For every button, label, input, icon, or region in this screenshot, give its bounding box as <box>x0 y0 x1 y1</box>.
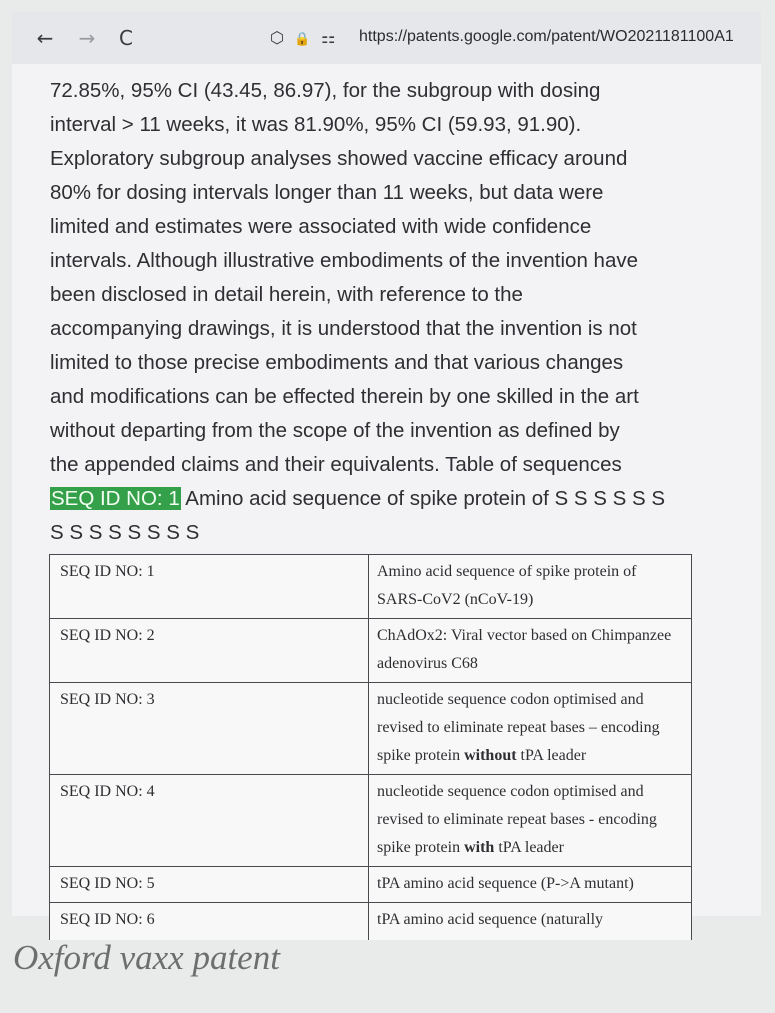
text-line: S S S S S S S S <box>50 521 200 544</box>
seq-desc-cell: Amino acid sequence of spike protein of SARS-CoV2 (nCoV-19) <box>369 555 692 619</box>
table-row <box>50 619 692 683</box>
shield-icon[interactable]: ⬡ <box>270 28 284 47</box>
table-row <box>50 683 692 775</box>
image-caption: Oxford vaxx patent <box>13 938 280 977</box>
lock-icon[interactable]: 🔒 <box>294 32 311 47</box>
seq-id-cell: SEQ ID NO: 3 <box>50 683 369 775</box>
text-line: intervals. Although illustrative embodiments of the invention have <box>50 249 639 272</box>
table-row <box>50 903 692 941</box>
text-line: 80% for dosing intervals longer than 11 weeks, but data were <box>50 181 604 204</box>
back-arrow-icon[interactable]: ← <box>36 26 54 50</box>
seq-id-cell: SEQ ID NO: 4 <box>50 775 369 867</box>
seq-desc-cell: nucleotide sequence codon optimised and revised to eliminate repeat bases – encoding spike protein without tPA leader <box>369 683 692 775</box>
permissions-icon[interactable]: ⚏ <box>321 28 336 47</box>
text-line: accompanying drawings, it is understood that the invention is not <box>50 317 637 340</box>
reload-icon[interactable]: C <box>119 26 133 50</box>
seq-id-cell: SEQ ID NO: 2 <box>50 619 369 683</box>
text-line: limited to those precise embodiments and that various changes <box>50 351 624 374</box>
sequence-table <box>49 554 692 940</box>
seq-desc-cell: tPA amino acid sequence (P->A mutant) <box>369 867 692 903</box>
text-line <box>50 482 740 516</box>
browser-toolbar <box>12 12 761 65</box>
page-content <box>12 64 761 928</box>
text-after-highlight: Amino acid sequence of spike protein of S S S S S S <box>180 487 666 510</box>
seq-desc-cell: nucleotide sequence codon optimised and revised to eliminate repeat bases - encoding spike protein with tPA leader <box>369 775 692 867</box>
text-line: been disclosed in detail herein, with reference to the <box>50 283 523 306</box>
address-bar-url[interactable]: https://patents.google.com/patent/WO2021181100A1 <box>359 28 734 45</box>
text-line: 72.85%, 95% CI (43.45, 86.97), for the subgroup with dosing <box>50 79 601 102</box>
forward-arrow-icon[interactable]: → <box>78 26 96 50</box>
text-line: the appended claims and their equivalents. Table of sequences <box>50 453 622 476</box>
seq-desc-cell: tPA amino acid sequence (naturally <box>369 903 692 941</box>
table-row <box>50 775 692 867</box>
seq-id-cell: SEQ ID NO: 5 <box>50 867 369 903</box>
seq-id-cell: SEQ ID NO: 1 <box>50 555 369 619</box>
patent-description-text <box>50 74 740 550</box>
table-row <box>50 867 692 903</box>
text-line: interval > 11 weeks, it was 81.90%, 95% CI (59.93, 91.90). <box>50 113 582 136</box>
screenshot-photo <box>12 12 761 928</box>
text-line: limited and estimates were associated with wide confidence <box>50 215 592 238</box>
address-bar-icons <box>270 27 341 49</box>
text-line: Exploratory subgroup analyses showed vaccine efficacy around <box>50 147 628 170</box>
text-line: and modifications can be effected therein by one skilled in the art <box>50 385 639 408</box>
search-highlight: SEQ ID NO: 1 <box>51 487 180 510</box>
seq-desc-cell: ChAdOx2: Viral vector based on Chimpanzee adenovirus C68 <box>369 619 692 683</box>
table-row <box>50 555 692 619</box>
seq-id-cell: SEQ ID NO: 6 <box>50 903 369 941</box>
text-line: without departing from the scope of the invention as defined by <box>50 419 620 442</box>
